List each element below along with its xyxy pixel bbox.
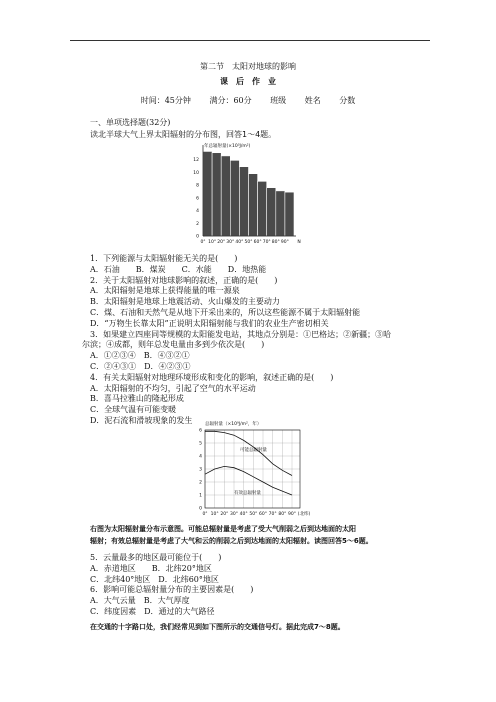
chart1-y-tick: 4 bbox=[196, 209, 199, 215]
question-line: A．赤道地区 B．北纬20°地区 bbox=[90, 563, 212, 573]
chart2-series2-label: 有效总辐射量 bbox=[234, 491, 261, 496]
chart2-y-tick: 5 bbox=[199, 441, 202, 447]
chart1-x-tick: 50° bbox=[244, 240, 253, 245]
meta-score: 满分：60分 bbox=[209, 96, 252, 105]
question-line: 2．关于太阳辐射对地球影响的叙述，正确的是( ) bbox=[90, 275, 278, 285]
question-line: 4．有关太阳辐射对地理环境形成和变化的影响，叙述正确的是( ) bbox=[90, 372, 334, 382]
meta-class: 班级 bbox=[270, 96, 287, 105]
question-line: C．②④③① D．④②③① bbox=[90, 362, 191, 371]
chart2-y-tick: 3 bbox=[199, 467, 202, 473]
chart1-x-tick: 0° bbox=[200, 240, 206, 245]
chart2-series1-label: 可能总辐射量 bbox=[240, 448, 267, 453]
chart1-y-tick: 12 bbox=[193, 158, 199, 164]
chart1-y-tick: 8 bbox=[196, 183, 199, 189]
question-line: A．太阳辐射的不均匀，引起了空气的水平运动 bbox=[90, 383, 256, 393]
chart2-x-tick: 10° bbox=[210, 512, 219, 517]
chart2-x-tick: 50° bbox=[249, 512, 258, 517]
chart2-y-tick: 1 bbox=[199, 493, 202, 499]
question-line: 5．云量最多的地区最可能位于( ) bbox=[90, 553, 222, 562]
chart2-x-tick: 20° bbox=[220, 512, 229, 517]
chart2-x-tick: 80° bbox=[278, 512, 287, 517]
intro-1: 读北半球大气上界太阳辐射的分布图，回答1～4题。 bbox=[90, 130, 277, 139]
chart2-x-tick: (北纬) bbox=[297, 512, 311, 517]
chart1-x-tick: 40° bbox=[235, 240, 244, 245]
chart1-x-tick: 70° bbox=[262, 240, 271, 245]
question-line: B．喜马拉雅山的隆起形成 bbox=[90, 394, 184, 404]
chart1-x-tick: N bbox=[297, 240, 301, 245]
question-line: C．全球气温有可能变暖 bbox=[90, 405, 177, 415]
chart1-y-tick: 6 bbox=[196, 196, 199, 202]
question-line: 1．下列能源与太阳辐射能无关的是( ) bbox=[90, 254, 238, 263]
question-line: 尔滨；④成都，则年总发电量由多到少依次是( ) bbox=[82, 340, 265, 350]
meta-name: 姓名 bbox=[304, 96, 321, 105]
question-line: C．纬度因素 D．通过的大气路径 bbox=[90, 607, 215, 616]
chart2-x-tick: 90° bbox=[288, 512, 296, 517]
chart1-x-tick: 30° bbox=[226, 240, 235, 245]
lesson-subtitle: 课 后 作 业 bbox=[220, 76, 276, 86]
intro-3: 在交通的十字路口处，我们经常见到如下图所示的交通信号灯。据此完成7～8题。 bbox=[90, 623, 345, 631]
chart2-y-tick: 0 bbox=[199, 506, 202, 512]
question-line: D．“万物生长靠太阳”正说明太阳辐射能与我们的农业生产密切相关 bbox=[90, 318, 329, 328]
meta-time: 时间：45分钟 bbox=[140, 96, 191, 105]
question-line: A．太阳辐射是地球上获得能量的唯一源泉 bbox=[90, 286, 240, 296]
section-heading: 一、单项选择题(32分) bbox=[90, 118, 171, 127]
intro-2a: 右图为太阳辐射量分布示意图。可能总辐射量是考虑了受大气削弱之后到达地面的太阳 bbox=[90, 525, 356, 533]
intro-2b: 辐射；有效总辐射量是考虑了大气和云的削弱之后到达地面的太阳辐射。读图回答5～6题。 bbox=[90, 537, 373, 545]
question-line: A．①②③④ B．④③②① bbox=[90, 351, 190, 361]
chart2-x-tick: 70° bbox=[268, 512, 277, 517]
meta-points: 分数 bbox=[339, 96, 356, 105]
chart1-y-tick: 2 bbox=[196, 221, 199, 227]
chart1-x-tick: 60° bbox=[253, 240, 262, 245]
lesson-title: 第二节 太阳对地球的影响 bbox=[200, 62, 296, 71]
chart2-x-tick: 0° bbox=[202, 512, 208, 517]
question-line: 6．影响可能总辐射量分布的主要因素是( ) bbox=[90, 585, 254, 595]
chart1-y-tick: 10 bbox=[193, 170, 199, 176]
chart1-x-tick: 10° bbox=[208, 240, 217, 245]
chart1-x-tick: 90° bbox=[280, 240, 289, 245]
chart2-y-tick: 4 bbox=[199, 454, 202, 460]
question-line: D．泥石流和滑坡现象的发生 bbox=[90, 416, 193, 425]
question-line: A．大气云量 B．大气厚度 bbox=[90, 596, 190, 606]
chart1-x-tick: 80° bbox=[271, 240, 280, 245]
chart2-title: 总辐射量（×10⁹J/m²，年） bbox=[205, 422, 262, 427]
chart2-x-tick: 40° bbox=[239, 512, 248, 517]
chart2-x-tick: 30° bbox=[230, 512, 238, 517]
chart2-x-tick: 60° bbox=[259, 512, 267, 517]
question-line: C．煤、石油和天然气是从地下开采出来的，所以这些能源不属于太阳辐射能 bbox=[90, 308, 361, 317]
chart2-y-tick: 2 bbox=[199, 480, 202, 486]
chart1-y-tick: 0 bbox=[196, 234, 199, 240]
question-line: B．太阳辐射是地球上地震活动、火山爆发的主要动力 bbox=[90, 297, 280, 307]
chart1-title: 年总辐射量(×10³J/m²) bbox=[204, 144, 251, 149]
question-line: C．北纬40°地区 D．北纬60°地区 bbox=[90, 574, 219, 584]
chart1-x-tick: 20° bbox=[217, 240, 226, 245]
question-line: A．石油 B．煤炭 C．水能 D．地热能 bbox=[90, 264, 267, 274]
chart2-y-tick: 6 bbox=[199, 428, 202, 434]
question-line: 3．如果建立四座同等规模的太阳能发电站，其地点分别是：①巴格达；②新疆；③哈 bbox=[90, 329, 392, 339]
